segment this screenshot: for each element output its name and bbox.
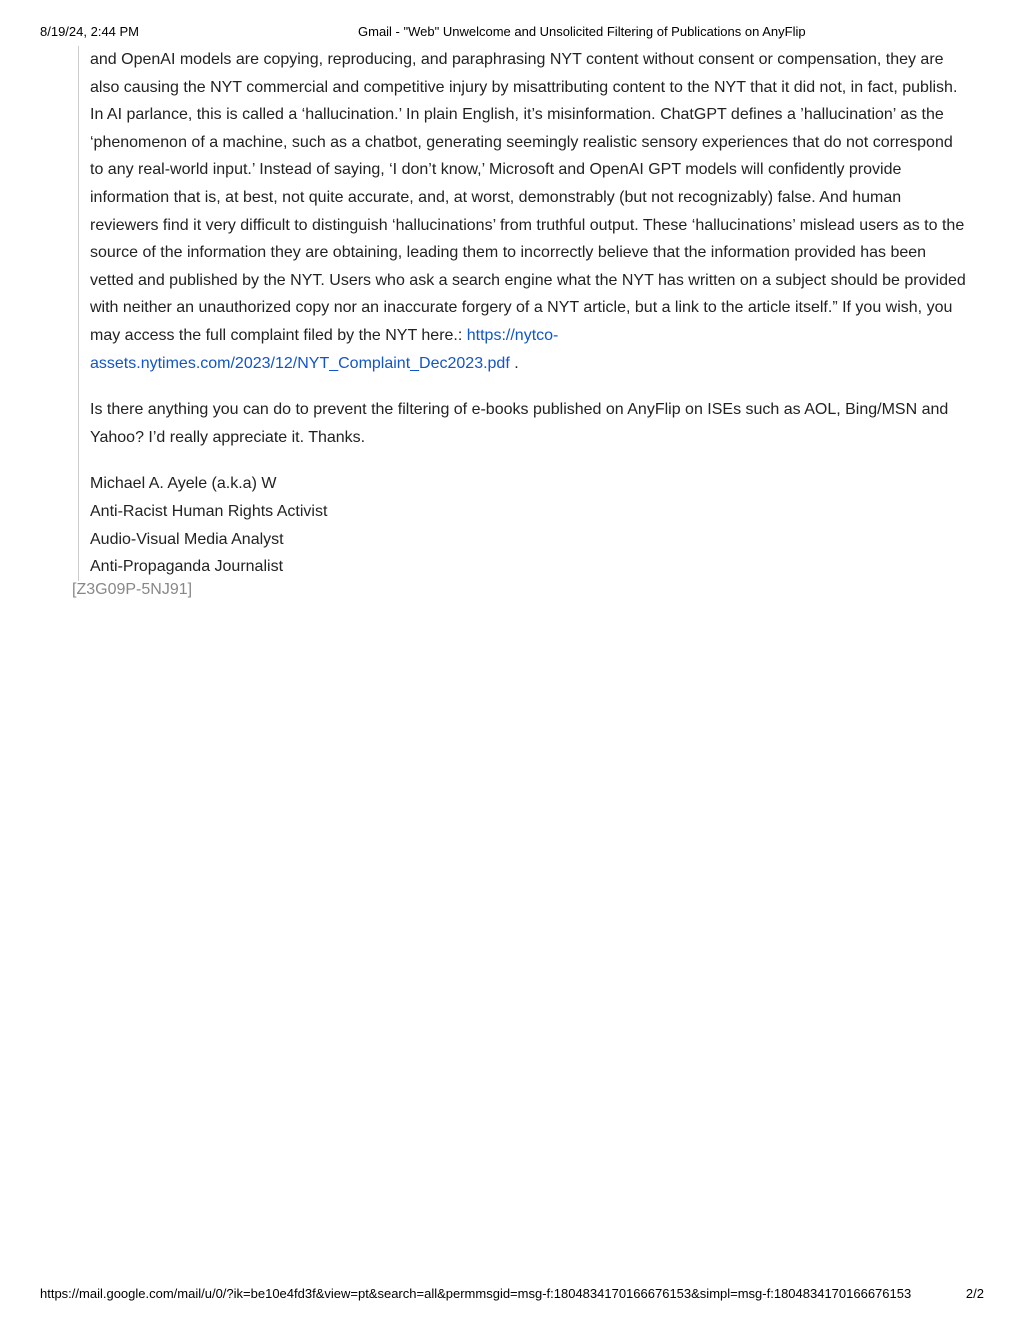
message-paragraph-request: Is there anything you can do to prevent the filtering of e-books published on AnyFlip on ISEs such as AOL, Bing/MSN and Yahoo? I’d really appreciate it. Thanks. [90,401,949,446]
message-paragraph-complaint-quote [90,46,970,377]
reference-code: [Z3G09P-5NJ91] [72,581,193,598]
print-header [40,24,984,42]
signature-block [90,470,970,580]
print-date: 8/19/24, 2:44 PM [40,24,140,39]
quoted-message-body [78,46,970,581]
signature-title-activist: Anti-Racist Human Rights Activist [90,502,328,520]
message-paragraph-end: . [509,354,519,372]
page-number: 2/2 [965,1286,984,1301]
message-paragraph-text: and OpenAI models are copying, reproducing, and paraphrasing NYT content without consent or compensation, they are also causing the NYT commercial and competitive injury by misattributing content to the NYT that it did not, in fact, publish. In AI parlance, this is called a ‘hallucination.’ In plain English, it’s misinformation. ChatGPT defines a ’hallucination’ as the ‘phenomenon of a machine, such as a chatbot, generating seemingly realistic sensory experiences that do not correspond to any real-world input.’ Instead of saying, ‘I don’t know,’ Microsoft and OpenAI GPT models will confidently provide information that is, at best, not quite accurate, and, at worst, demonstrably (but not recognizably) false. And human reviewers find it very difficult to distinguish ‘hallucinations’ from truthful output. These ‘hallucinations’ mislead users as to the source of the information they are obtaining, leading them to incorrectly believe that the information provided has been vetted and published by the NYT. Users who ask a search engine what the NYT has written on a subject should be provided with neither an unauthorized copy nor an inaccurate forgery of a NYT article, but a link to the article itself.” If you wish, you may access the full complaint filed by the NYT here.: [90,51,966,344]
signature-title-journalist: Anti-Propaganda Journalist [90,558,284,576]
page-title: Gmail - "Web" Unwelcome and Unsolicited Filtering of Publications on AnyFlip [358,24,806,39]
print-footer [40,1286,984,1304]
signature-title-analyst: Audio-Visual Media Analyst [90,530,284,548]
signature-name: Michael A. Ayele (a.k.a) W [90,475,277,493]
nyt-complaint-link[interactable]: https://nytco-assets.nytimes.com/2023/12/NYT_Complaint_Dec2023.pdf [90,326,559,372]
page-url: https://mail.google.com/mail/u/0/?ik=be10e4fd3f&view=pt&search=all&permmsgid=msg-f:1804834170166676153&simpl=msg-f:1804834170166676153 [40,1286,912,1301]
